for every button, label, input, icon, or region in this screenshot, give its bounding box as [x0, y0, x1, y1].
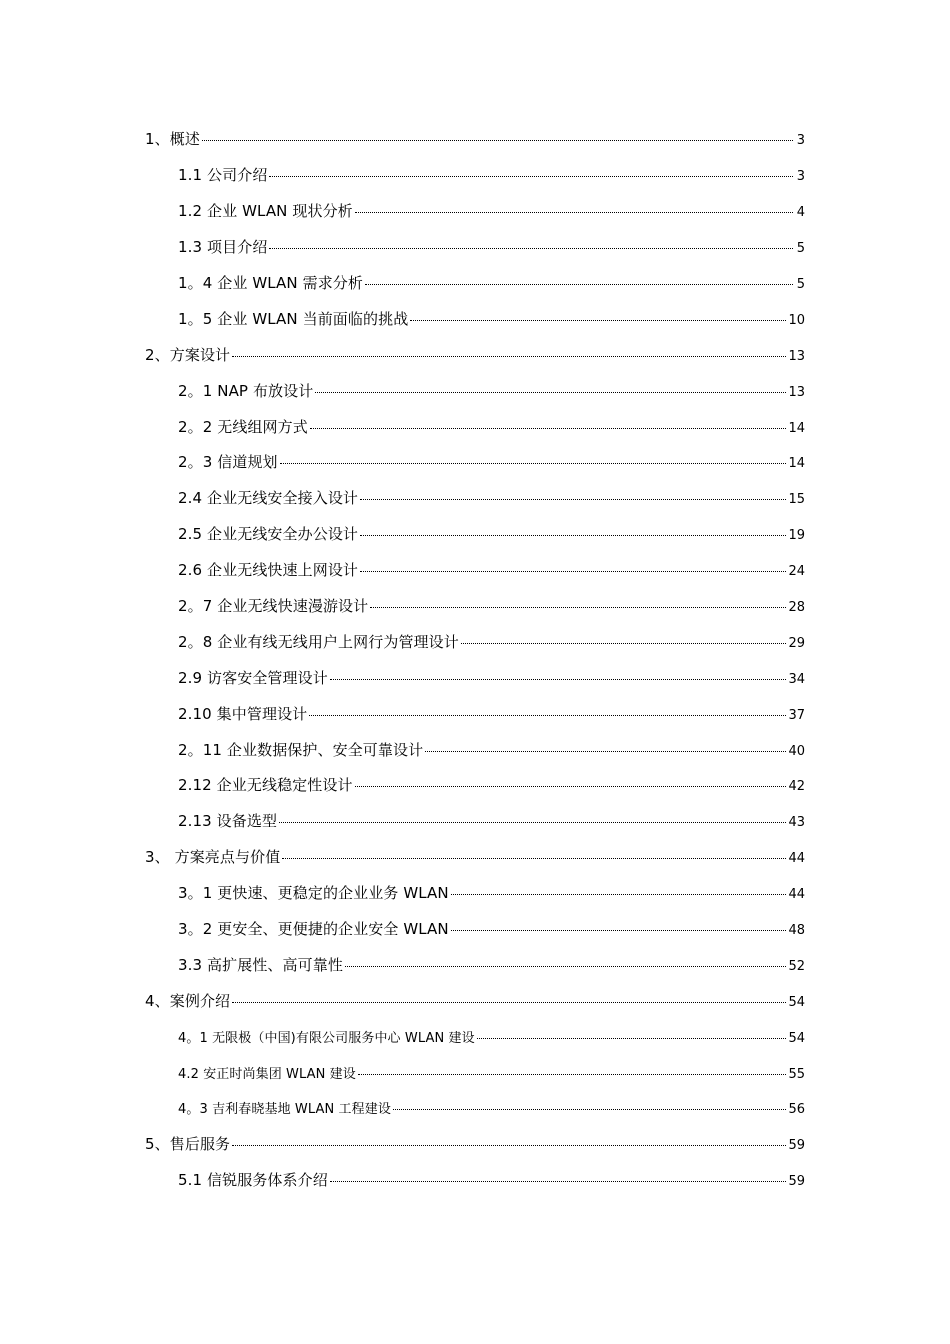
toc-page-number: 54: [788, 994, 805, 1010]
toc-page-number: 34: [788, 671, 805, 687]
toc-entry-label: 2.9 访客安全管理设计: [178, 668, 328, 687]
toc-entry-label: 1。5 企业 WLAN 当前面临的挑战: [178, 309, 409, 328]
toc-subsection-entry[interactable]: [0, 265, 950, 301]
toc-entry-label: 4、案例介绍: [145, 991, 231, 1010]
dot-leader: [393, 1108, 787, 1110]
toc-subsection-entry[interactable]: [0, 911, 950, 947]
toc-section-entry[interactable]: [0, 336, 950, 372]
toc-entry-label: 4。1 无限极（中国)有限公司服务中心 WLAN 建设: [178, 1030, 475, 1046]
toc-page-number: 3: [796, 133, 805, 149]
dot-leader: [280, 462, 787, 464]
dot-leader: [269, 175, 793, 177]
dot-leader: [360, 570, 786, 572]
toc-section-entry[interactable]: [0, 982, 950, 1018]
toc-entry-label: 2。7 企业无线快速漫游设计: [178, 597, 369, 616]
toc-page-number: 44: [788, 887, 805, 903]
dot-leader: [232, 1001, 786, 1003]
dot-leader: [461, 642, 787, 644]
toc-entry-label: 2。8 企业有线无线用户上网行为管理设计: [178, 632, 459, 651]
dot-leader: [360, 534, 786, 536]
dot-leader: [330, 1180, 787, 1182]
dot-leader: [477, 1037, 787, 1039]
toc-subsection-entry[interactable]: [0, 695, 950, 731]
toc-page-number: 5: [796, 277, 805, 292]
dot-leader: [309, 714, 786, 716]
toc-subsection-entry[interactable]: [0, 157, 950, 193]
dot-leader: [451, 893, 787, 895]
dot-leader: [370, 606, 786, 608]
toc-entry-label: 4.2 安正时尚集团 WLAN 建设: [178, 1066, 356, 1082]
toc-subsection-entry[interactable]: [0, 767, 950, 803]
dot-leader: [279, 821, 786, 823]
toc-page-number: 42: [788, 779, 805, 795]
toc-subsection-entry[interactable]: [0, 623, 950, 659]
toc-subsection-entry[interactable]: [0, 408, 950, 444]
toc-entry-label: 3。2 更安全、更便捷的企业安全 WLAN: [178, 920, 449, 939]
dot-leader: [425, 750, 786, 752]
toc-entry-label: 2.13 设备选型: [178, 812, 278, 831]
toc-entry-label: 2.5 企业无线安全办公设计: [178, 525, 359, 544]
toc-entry-label: 2、方案设计: [145, 345, 231, 364]
toc-subsection-entry[interactable]: [0, 946, 950, 982]
dot-leader: [410, 319, 786, 321]
toc-entry-label: 2.6 企业无线快速上网设计: [178, 561, 359, 580]
toc-page-number: 10: [788, 312, 805, 328]
toc-page-number: 56: [788, 1102, 805, 1118]
toc-entry-label: 2.10 集中管理设计: [178, 704, 308, 723]
dot-leader: [232, 1144, 786, 1146]
toc-page-number: 24: [788, 564, 805, 580]
dot-leader: [358, 1073, 787, 1075]
toc-entry-label: 1、概述: [145, 130, 200, 149]
table-of-contents: [0, 121, 950, 1198]
toc-entry-label: 2。3 信道规划: [178, 453, 278, 472]
toc-subsection-entry[interactable]: [0, 731, 950, 767]
toc-subsection-entry[interactable]: [0, 803, 950, 839]
toc-subsection-entry[interactable]: [0, 193, 950, 229]
toc-entry-label: 1.2 企业 WLAN 现状分析: [178, 202, 353, 221]
dot-leader: [451, 929, 787, 931]
toc-entry-label: 2.12 企业无线稳定性设计: [178, 776, 353, 795]
toc-entry-label: 3、 方案亮点与价值: [145, 848, 281, 867]
toc-subsection-entry[interactable]: [0, 516, 950, 552]
toc-subsection-entry[interactable]: [0, 1054, 950, 1090]
toc-entry-label: 5、售后服务: [145, 1135, 231, 1154]
toc-page-number: 28: [788, 600, 805, 616]
toc-subsection-entry[interactable]: [0, 552, 950, 588]
toc-subsection-entry[interactable]: [0, 1090, 950, 1126]
toc-subsection-entry[interactable]: [0, 659, 950, 695]
toc-entry-label: 1。4 企业 WLAN 需求分析: [178, 274, 364, 292]
toc-subsection-entry[interactable]: [0, 444, 950, 480]
toc-entry-label: 3.3 高扩展性、高可靠性: [178, 955, 343, 974]
dot-leader: [360, 498, 786, 500]
toc-page-number: 14: [788, 456, 805, 472]
toc-subsection-entry[interactable]: [0, 229, 950, 265]
toc-page-number: 3: [796, 169, 805, 185]
dot-leader: [282, 857, 786, 859]
toc-subsection-entry[interactable]: [0, 300, 950, 336]
dot-leader: [355, 785, 787, 787]
toc-page-number: 52: [788, 958, 805, 974]
toc-page-number: 48: [788, 923, 805, 939]
toc-page-number: 37: [788, 707, 805, 723]
toc-page-number: 13: [788, 348, 805, 364]
dot-leader: [365, 283, 793, 285]
toc-entry-label: 2。1 NAP 布放设计: [178, 381, 314, 400]
toc-page-number: 29: [788, 635, 805, 651]
toc-entry-label: 2。2 无线组网方式: [178, 417, 308, 436]
dot-leader: [310, 427, 787, 429]
toc-entry-label: 2。11 企业数据保护、安全可靠设计: [178, 740, 424, 759]
toc-subsection-entry[interactable]: [0, 1018, 950, 1054]
toc-entry-label: 2.4 企业无线安全接入设计: [178, 489, 359, 508]
toc-entry-label: 3。1 更快速、更稳定的企业业务 WLAN: [178, 884, 449, 903]
toc-page-number: 5: [796, 241, 805, 257]
toc-page-number: 19: [788, 528, 805, 544]
toc-page-number: 15: [788, 492, 805, 508]
toc-subsection-entry[interactable]: [0, 480, 950, 516]
toc-entry-label: 1.3 项目介绍: [178, 238, 268, 257]
toc-page-number: 59: [788, 1174, 805, 1190]
dot-leader: [355, 211, 793, 213]
toc-subsection-entry[interactable]: [0, 372, 950, 408]
toc-page-number: 43: [788, 815, 805, 831]
dot-leader: [345, 965, 787, 967]
dot-leader: [232, 355, 786, 357]
toc-subsection-entry[interactable]: [0, 875, 950, 911]
toc-subsection-entry[interactable]: [0, 1162, 950, 1198]
toc-page-number: 14: [788, 420, 805, 436]
toc-entry-label: 5.1 信锐服务体系介绍: [178, 1171, 328, 1190]
dot-leader: [202, 139, 793, 141]
toc-page-number: 40: [788, 743, 805, 759]
toc-page-number: 55: [788, 1066, 805, 1082]
dot-leader: [330, 678, 787, 680]
toc-subsection-entry[interactable]: [0, 588, 950, 624]
toc-entry-label: 1.1 公司介绍: [178, 166, 268, 185]
toc-section-entry[interactable]: [0, 121, 950, 157]
dot-leader: [315, 391, 786, 393]
toc-page-number: 44: [788, 851, 805, 867]
toc-page-number: 4: [796, 205, 805, 221]
toc-section-entry[interactable]: [0, 839, 950, 875]
toc-entry-label: 4。3 吉利春晓基地 WLAN 工程建设: [178, 1102, 391, 1118]
toc-page-number: 13: [788, 384, 805, 400]
toc-page-number: 54: [788, 1030, 805, 1046]
dot-leader: [269, 247, 793, 249]
toc-page-number: 59: [788, 1138, 805, 1154]
toc-section-entry[interactable]: [0, 1126, 950, 1162]
